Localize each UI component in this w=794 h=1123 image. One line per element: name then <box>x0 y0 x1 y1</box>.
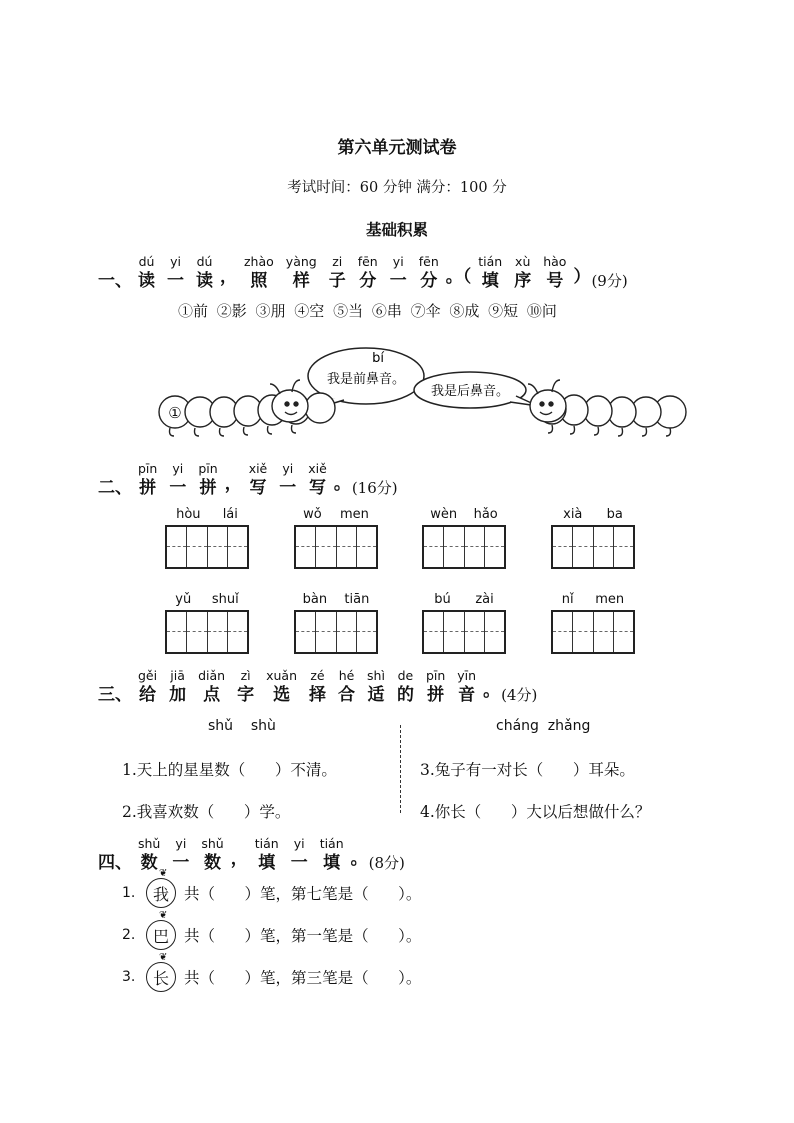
item-text: 共（ ）笔，第一笔是（ ）。 <box>184 927 422 945</box>
hanzi-char: 字 <box>237 685 255 705</box>
pinyin-annotation: hào <box>543 254 567 269</box>
writing-grid[interactable] <box>422 525 506 569</box>
grid-cell[interactable] <box>336 612 356 652</box>
ruby-char <box>478 254 502 292</box>
pinyin-annotation: diǎn <box>198 668 226 683</box>
hanzi-char: 一 <box>279 478 297 498</box>
ruby-char <box>138 461 157 499</box>
pinyin-annotation: shì <box>367 668 385 683</box>
pinyin-syllable: ba <box>606 507 623 522</box>
hanzi-char: 号 <box>546 271 564 291</box>
question-2-number: 二、 <box>98 478 132 498</box>
pinyin-syllable: bàn <box>302 592 328 607</box>
question-2-ruby <box>132 457 352 499</box>
caterpillar-right <box>528 380 686 436</box>
question-4-score: (8分) <box>368 854 405 872</box>
question-2-score: (16分) <box>351 479 398 497</box>
grid-cell[interactable] <box>227 612 247 652</box>
ruby-char <box>169 668 186 706</box>
hanzi-char: 。 <box>350 849 368 869</box>
pinyin-annotation: pīn <box>198 461 218 476</box>
grid-cell[interactable] <box>613 527 633 567</box>
grid-cell[interactable] <box>572 612 592 652</box>
pinyin-annotation: xù <box>515 254 531 269</box>
pinyin-annotation: dú <box>138 254 155 269</box>
hanzi-char: 择 <box>309 685 327 705</box>
ruby-char <box>397 668 414 706</box>
hanzi-char: 适 <box>367 685 385 705</box>
hanzi-char: 合 <box>338 685 356 705</box>
stroke-item <box>122 910 422 950</box>
pinyin-annotation: yàng <box>285 254 317 269</box>
writing-grid[interactable] <box>165 610 249 654</box>
hanzi-char: 拼 <box>427 685 445 705</box>
ruby-char <box>198 461 217 499</box>
ruby-char <box>426 668 445 706</box>
ruby-char <box>196 254 213 292</box>
pinyin-annotation: xiě <box>248 461 268 476</box>
pinyin-annotation: shǔ <box>138 836 161 851</box>
target-char: 长 <box>152 968 169 988</box>
hanzi-char: ） <box>573 267 591 287</box>
hanzi-char: 一 <box>172 853 190 873</box>
hanzi-char: 给 <box>139 685 157 705</box>
pinyin-annotation: pīn <box>425 668 446 683</box>
hanzi-char: 音 <box>458 685 476 705</box>
ruby-char <box>231 832 248 870</box>
grid-cell[interactable] <box>553 612 572 652</box>
pinyin-syllable: bú <box>434 592 451 607</box>
hanzi-char: 加 <box>169 685 187 705</box>
grid-cell[interactable] <box>315 527 335 567</box>
pinyin-annotation: dú <box>196 254 213 269</box>
grid-cell[interactable] <box>227 527 247 567</box>
group-pinyin <box>422 592 506 608</box>
grid-cell[interactable] <box>167 527 186 567</box>
question-3-number: 三、 <box>98 685 132 705</box>
ruby-char <box>291 836 308 874</box>
leaf-icon: ❦ <box>159 868 168 879</box>
pinyin-annotation: pīn <box>138 461 158 476</box>
group-pinyin <box>294 592 378 608</box>
pinyin-syllable: yǔ <box>175 592 192 607</box>
grid-cell[interactable] <box>424 527 443 567</box>
grid-cell[interactable] <box>167 612 186 652</box>
apple-char-badge <box>146 868 176 908</box>
group-pinyin <box>165 507 249 523</box>
hanzi-char: 一 <box>389 271 407 291</box>
bubble-right-text: 我是后鼻音。 <box>430 384 510 399</box>
grid-cell[interactable] <box>186 612 206 652</box>
question-4-ruby <box>132 832 369 874</box>
stroke-item <box>122 868 422 908</box>
ruby-char <box>338 668 355 706</box>
caterpillar-label: ① <box>168 404 182 422</box>
writing-grid[interactable] <box>294 525 378 569</box>
hanzi-char: 样 <box>292 271 310 291</box>
item-text: 共（ ）笔，第七笔是（ ）。 <box>184 885 422 903</box>
hanzi-char: ， <box>230 849 248 869</box>
pinyin-annotation: jiā <box>170 668 185 683</box>
apple-char-badge <box>146 952 176 992</box>
q3-item-2: 2.我喜欢数（ ）学。 <box>122 803 291 821</box>
ruby-char <box>573 250 590 288</box>
hanzi-char: 填 <box>258 853 276 873</box>
pinyin-syllable: hòu <box>176 507 201 522</box>
pinyin-annotation: yi <box>172 461 184 476</box>
pinyin-annotation: zi <box>332 254 343 269</box>
q3-item-3: 3.兔子有一对长（ ）耳朵。 <box>420 761 635 779</box>
grid-cell[interactable] <box>572 527 592 567</box>
ruby-char <box>320 836 344 874</box>
ruby-char <box>390 254 407 292</box>
pinyin-annotation: tián <box>254 836 279 851</box>
hanzi-char: ， <box>224 474 242 494</box>
pinyin-annotation: zé <box>310 668 325 683</box>
pinyin-annotation: gěi <box>138 668 158 683</box>
ruby-char <box>220 250 237 288</box>
pinyin-annotation: fēn <box>357 254 378 269</box>
hanzi-char: 的 <box>396 685 414 705</box>
ruby-char <box>169 461 186 499</box>
pinyin-syllable: lái <box>222 507 238 522</box>
ruby-char <box>483 664 500 702</box>
group-pinyin <box>422 507 506 523</box>
grid-cell[interactable] <box>315 612 335 652</box>
grid-cell[interactable] <box>593 612 613 652</box>
grid-cell[interactable] <box>464 612 484 652</box>
grid-cell[interactable] <box>593 527 613 567</box>
pinyin-syllable: men <box>595 592 625 607</box>
ruby-char <box>172 836 189 874</box>
grid-cell[interactable] <box>207 612 227 652</box>
writing-grid[interactable] <box>422 610 506 654</box>
ruby-char <box>329 254 346 292</box>
ruby-char <box>514 254 531 292</box>
ruby-char <box>249 461 268 499</box>
ruby-char <box>201 836 223 874</box>
pinyin-annotation: xiě <box>308 461 327 476</box>
ruby-char <box>308 461 327 499</box>
q3-item-4: 4.你长（ ）大以后想做什么？ <box>420 803 651 821</box>
question-4-heading <box>98 830 405 874</box>
hanzi-char: 。 <box>333 474 351 494</box>
hanzi-char: 点 <box>203 685 221 705</box>
ruby-char <box>419 254 439 292</box>
pinyin-annotation: hé <box>338 668 355 683</box>
hanzi-char: 拼 <box>199 478 217 498</box>
grid-cell[interactable] <box>356 612 376 652</box>
group-pinyin <box>551 592 635 608</box>
pinyin-annotation: yi <box>282 461 294 476</box>
ruby-char <box>167 254 184 292</box>
pinyin-syllable: men <box>339 507 369 522</box>
ruby-char <box>543 254 566 292</box>
item-number: 3. <box>122 969 136 985</box>
section-heading: 基础积累 <box>365 220 428 239</box>
hanzi-char: 写 <box>309 478 327 498</box>
pinyin-syllable: nǐ <box>561 592 574 607</box>
grid-cell[interactable] <box>186 527 206 567</box>
ruby-char <box>244 254 274 292</box>
left-pinyin-options: shǔ shù <box>208 718 276 734</box>
hanzi-char: 填 <box>481 271 499 291</box>
group-pinyin <box>551 507 635 523</box>
bubble-left-pinyin: bí <box>372 351 384 366</box>
hanzi-char: 读 <box>196 271 213 291</box>
question-3-score: (4分) <box>501 686 538 704</box>
target-char: 我 <box>152 884 169 904</box>
stroke-item <box>122 952 422 992</box>
column-divider <box>400 725 401 813</box>
ruby-char <box>279 461 296 499</box>
page-title: 第六单元测试卷 <box>337 138 457 158</box>
ruby-char <box>255 836 279 874</box>
hanzi-char: 一 <box>167 271 184 291</box>
writing-grid[interactable] <box>294 610 378 654</box>
hanzi-char: 数 <box>204 853 222 873</box>
hanzi-char: 序 <box>514 271 532 291</box>
item-text: 共（ ）笔，第三笔是（ ）。 <box>184 969 422 987</box>
pinyin-syllable: shuǐ <box>211 592 239 607</box>
question-4-number: 四、 <box>98 853 132 873</box>
grid-cell[interactable] <box>443 527 463 567</box>
hanzi-char: 一 <box>290 853 308 873</box>
grid-cell[interactable] <box>443 612 463 652</box>
bubble-left-text: 我是前鼻音。 <box>326 372 406 387</box>
ruby-char <box>266 668 297 706</box>
pinyin-annotation: de <box>397 668 414 683</box>
pinyin-annotation: yi <box>170 254 181 269</box>
question-1-score: (9分) <box>591 272 628 290</box>
grid-cell[interactable] <box>296 527 315 567</box>
ruby-char <box>138 668 157 706</box>
leaf-icon: ❦ <box>159 952 168 963</box>
leaf-icon: ❦ <box>159 910 168 921</box>
ruby-char <box>237 668 254 706</box>
writing-grid[interactable] <box>551 610 635 654</box>
hanzi-char: 分 <box>359 271 377 291</box>
pinyin-annotation: yīn <box>457 668 477 683</box>
caterpillar-illustration <box>150 340 710 445</box>
grid-cell[interactable] <box>464 527 484 567</box>
q3-item-1: 1.天上的星星数（ ）不清。 <box>122 761 337 779</box>
hanzi-char: 子 <box>328 271 346 291</box>
group-pinyin <box>165 592 249 608</box>
ruby-char <box>286 254 317 292</box>
hanzi-char: 。（ <box>445 267 472 287</box>
pinyin-annotation: zì <box>240 668 251 683</box>
hanzi-char: 读 <box>138 271 155 291</box>
ruby-char <box>446 250 472 288</box>
hanzi-char: 拼 <box>139 478 157 498</box>
pinyin-annotation: yi <box>293 836 305 851</box>
question-1-number: 一、 <box>98 271 132 291</box>
ruby-char <box>309 668 326 706</box>
hanzi-char: 。 <box>483 681 501 701</box>
grid-cell[interactable] <box>484 527 504 567</box>
pinyin-syllable: tiān <box>344 592 370 607</box>
grid-cell[interactable] <box>613 612 633 652</box>
writing-grid[interactable] <box>165 525 249 569</box>
question-3-ruby <box>132 664 501 706</box>
pinyin-syllable: wǒ <box>303 507 322 522</box>
pinyin-annotation: shǔ <box>201 836 224 851</box>
hanzi-char: 数 <box>140 853 158 873</box>
hanzi-char: 选 <box>273 685 291 705</box>
pinyin-syllable: xià <box>563 507 583 522</box>
question-3-heading <box>98 662 537 706</box>
ruby-char <box>198 668 225 706</box>
item-number: 2. <box>122 927 136 943</box>
ruby-char <box>367 668 385 706</box>
grid-cell[interactable] <box>296 612 315 652</box>
pinyin-annotation: yi <box>392 254 404 269</box>
item-number: 1. <box>122 885 136 901</box>
question-1-ruby <box>132 250 591 292</box>
caterpillar-left <box>159 380 335 436</box>
right-pinyin-options: cháng zhǎng <box>496 718 591 734</box>
pinyin-syllable: zài <box>475 592 494 607</box>
writing-grid[interactable] <box>551 525 635 569</box>
target-char: 巴 <box>152 926 169 946</box>
grid-cell[interactable] <box>553 527 572 567</box>
pinyin-annotation: zhào <box>244 254 274 269</box>
hanzi-char: 分 <box>420 271 438 291</box>
ruby-char <box>225 457 242 495</box>
pinyin-annotation: tián <box>319 836 344 851</box>
group-pinyin <box>294 507 378 523</box>
grid-cell[interactable] <box>207 527 227 567</box>
hanzi-char: 写 <box>249 478 267 498</box>
hanzi-char: 一 <box>169 478 187 498</box>
pinyin-annotation: fēn <box>418 254 439 269</box>
hanzi-char: 照 <box>250 271 268 291</box>
hanzi-char: 填 <box>323 853 341 873</box>
pinyin-annotation: yi <box>175 836 187 851</box>
apple-char-badge <box>146 910 176 950</box>
ruby-char <box>358 254 378 292</box>
character-options: ①前 ②影 ③朋 ④空 ⑤当 ⑥串 ⑦伞 ⑧成 ⑨短 ⑩问 <box>178 302 557 320</box>
question-1-heading <box>98 248 628 292</box>
pinyin-annotation: tián <box>478 254 503 269</box>
grid-cell[interactable] <box>356 527 376 567</box>
ruby-char <box>138 254 155 292</box>
exam-info: 考试时间：60 分钟 满分：100 分 <box>287 180 507 196</box>
ruby-char <box>457 668 476 706</box>
ruby-char <box>138 836 160 874</box>
pinyin-syllable: hǎo <box>473 507 498 522</box>
ruby-char <box>351 832 368 870</box>
grid-cell[interactable] <box>424 612 443 652</box>
grid-cell[interactable] <box>336 527 356 567</box>
grid-cell[interactable] <box>484 612 504 652</box>
pinyin-syllable: wèn <box>430 507 458 522</box>
pinyin-annotation: xuǎn <box>266 668 298 683</box>
speech-bubble-right <box>414 372 538 408</box>
question-2-heading <box>98 455 398 499</box>
hanzi-char: ， <box>220 267 237 287</box>
ruby-char <box>334 457 351 495</box>
